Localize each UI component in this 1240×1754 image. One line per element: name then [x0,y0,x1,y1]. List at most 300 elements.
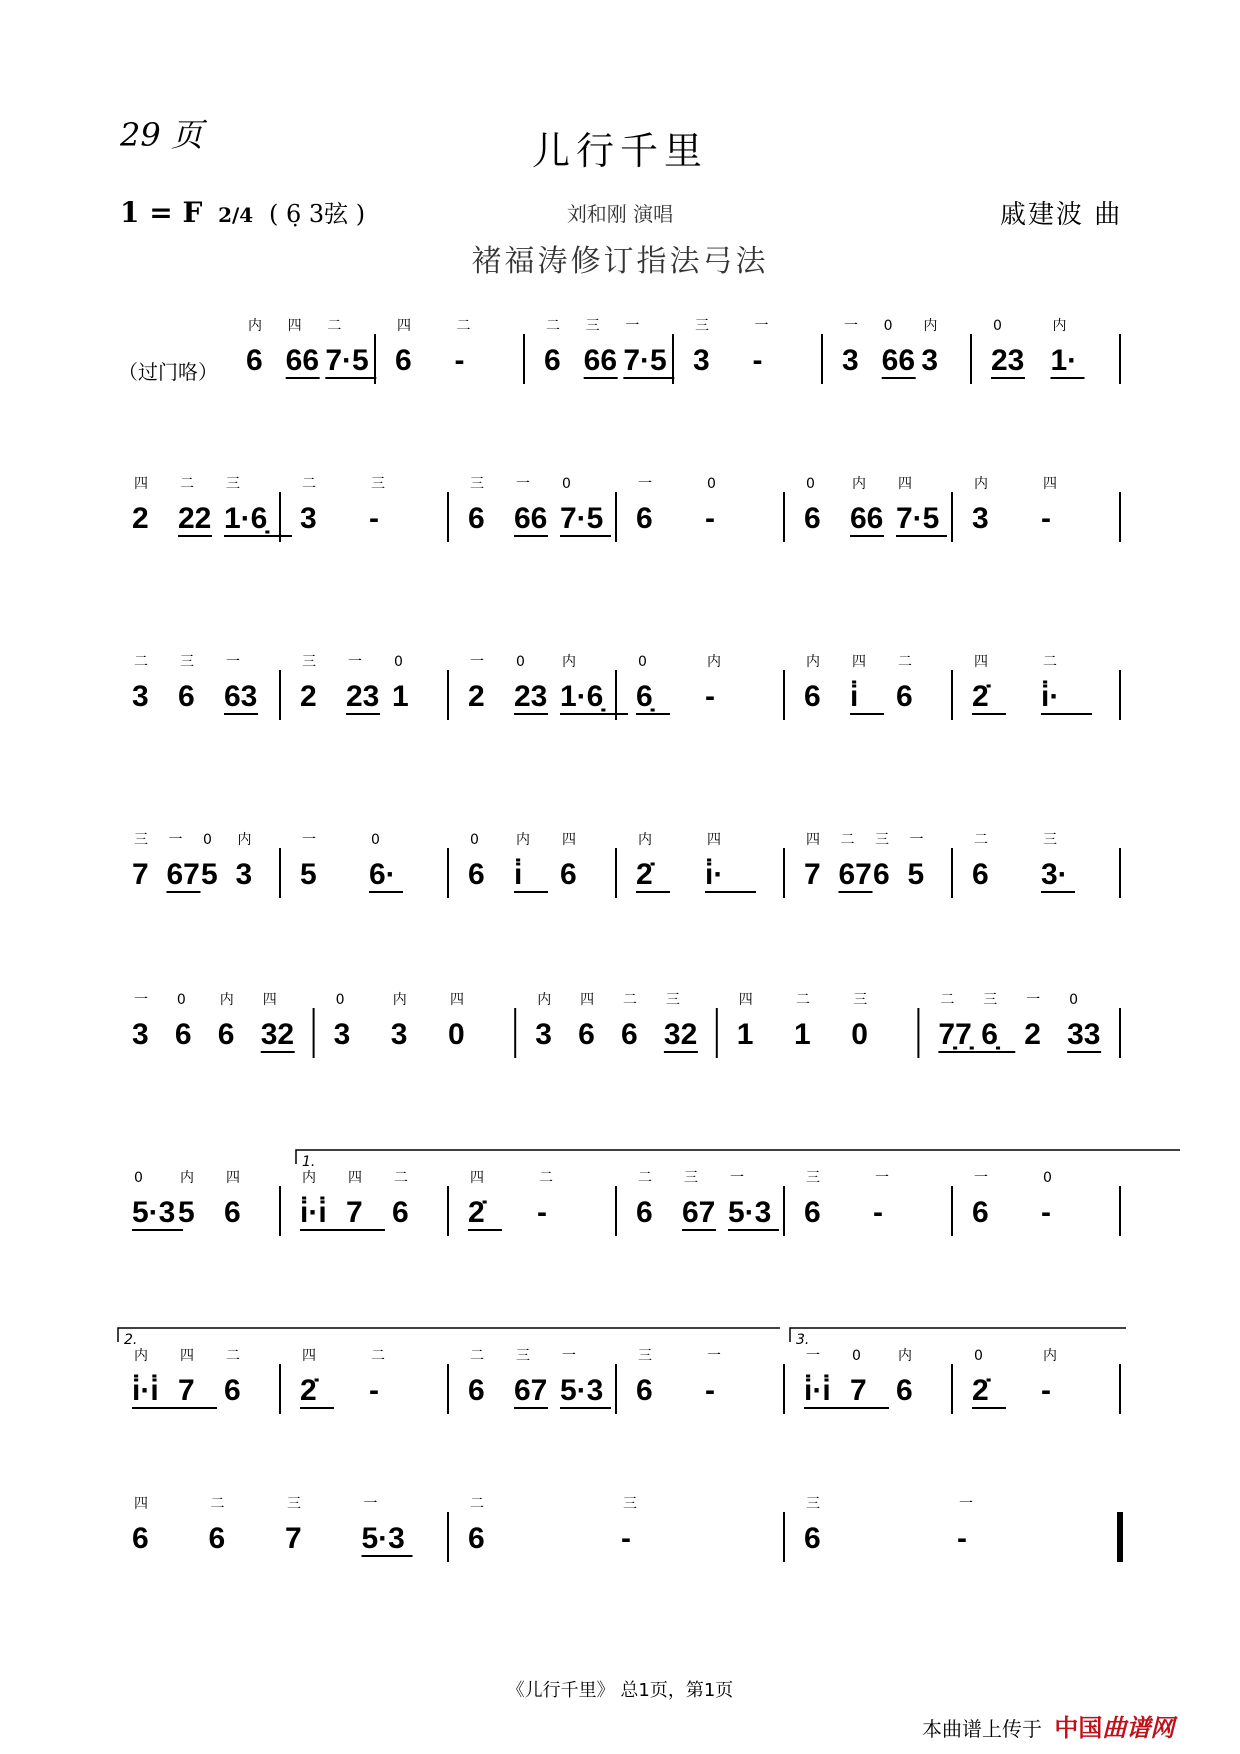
measure [737,992,919,1058]
fingering-mark: 一 [806,1348,820,1364]
fingering-mark: 二 [226,1348,240,1364]
note: 23 [346,680,380,713]
measure [804,1347,952,1414]
fingering-mark: 二 [840,832,855,848]
fingering-mark: 内 [974,476,988,492]
measure [300,1348,448,1414]
note: 3 [235,858,253,891]
fingering-mark: 一 [730,1170,744,1186]
note: 7 [804,858,821,891]
fingering-mark: 内 [219,992,234,1008]
measure [246,317,376,384]
score-line [132,653,1120,720]
fingering-mark: 内 [898,1348,912,1364]
note: 3 [842,344,859,377]
score-line [132,991,1120,1058]
measure [132,1496,448,1562]
fingering-mark: 四 [707,832,721,848]
fingering-mark: 0 [707,476,716,492]
note: 2 [300,680,317,713]
note: 6 [395,344,412,377]
fingering-mark: 四 [134,476,148,492]
note: 6 [621,1018,638,1051]
brand-name-red: 中国 [1054,1714,1103,1742]
note: 7 [178,1374,195,1407]
measure [636,653,784,720]
note: 7·5 [896,502,940,535]
note: 6 [246,344,263,377]
fingering-mark: 四 [806,832,820,848]
measure [132,654,280,720]
fingering-mark: 一 [168,832,183,848]
note: 0 [851,1018,868,1051]
fingering-mark: 三 [853,992,868,1008]
fingering-mark: 内 [1052,318,1067,334]
fingering-mark: 0 [638,654,647,670]
fingering-mark: 二 [940,992,955,1008]
fingering-mark: 四 [898,476,912,492]
note: 3 [300,502,317,535]
note: - [454,344,465,377]
measure [300,654,448,720]
measure [132,476,292,542]
fingering-mark: 四 [974,654,988,670]
fingering-mark: 一 [226,654,240,670]
measure [804,475,952,542]
measure [693,318,822,384]
note: 7·5 [623,344,667,377]
fingering-mark: 内 [923,318,938,334]
note: 5·3 [728,1196,772,1229]
note: - [705,502,715,535]
fingering-mark: 0 [806,476,815,492]
fingering-mark: 三 [585,318,600,334]
note: 3 [972,502,989,535]
fingering-mark: 一 [974,1170,988,1186]
note: 1· [1050,344,1078,377]
measure [132,1347,280,1414]
note: 66 [514,502,548,535]
note: 5 [300,858,317,891]
measure [468,1496,784,1562]
note: 6 [873,858,890,891]
note: 6 [132,1522,149,1555]
fingering-mark: 内 [237,832,252,848]
reviser: 褚福涛修订指法弓法 [471,244,769,279]
note: i̇ [850,680,859,713]
fingering-mark: 内 [638,832,652,848]
measure [972,475,1120,542]
note: 6 [636,1374,653,1407]
note: 6 [972,1196,989,1229]
fingering-mark: 二 [210,1496,225,1512]
note: 5 [907,858,925,891]
measure [804,653,952,720]
fingering-mark: 三 [134,832,148,848]
fingering-mark: 二 [546,318,560,334]
fingering-mark: 四 [134,1496,148,1512]
fingering-mark: 四 [180,1348,194,1364]
fingering-mark: 内 [852,476,866,492]
fingering-mark: 二 [539,1170,553,1186]
fingering-mark: 0 [562,476,571,492]
note: 6 [468,858,485,891]
fingering-mark: 四 [262,992,277,1008]
fingering-mark: 四 [287,318,302,334]
fingering-mark: 二 [371,1348,385,1364]
fingering-mark: 内 [302,1170,316,1186]
fingering-mark: 一 [754,318,769,334]
fingering-mark: 一 [844,318,858,334]
note: 6̣ [981,1018,998,1051]
note: 7 [132,858,149,891]
note: 6 [972,858,989,891]
composer: 戚建波 曲 [1000,200,1123,230]
ending-bracket [118,1328,780,1342]
fingering-mark: 四 [852,654,866,670]
fingering-mark: 0 [883,318,893,334]
note: 6 [804,1522,821,1555]
fingering-mark: 二 [974,832,988,848]
note: i̇·i̇ [804,1374,831,1407]
fingering-mark: 内 [134,1348,148,1364]
note: - [1041,1374,1051,1407]
note: 6̣ [636,680,653,713]
note: i̇· [1041,680,1060,713]
fingering-mark: 三 [875,832,889,848]
fingering-mark: 内 [537,992,552,1008]
note: 2̇ [636,858,653,891]
fingering-mark: 0 [371,832,380,848]
note: 6 [224,1374,241,1407]
fingering-mark: 0 [852,1348,861,1364]
note: 6 [392,1196,409,1229]
note: 1 [794,1018,811,1051]
fingering-mark: 三 [623,1496,637,1512]
note: 23 [991,344,1025,377]
note: 2̇ [972,1374,989,1407]
note: 5·3 [361,1522,405,1555]
note: 3 [921,344,939,377]
note: 1 [392,680,409,713]
fingering-mark: 三 [638,1348,652,1364]
page-number: 29 页 [120,116,203,154]
note: 6 [468,1374,485,1407]
measure [804,1496,1120,1562]
score-line [132,1347,1120,1414]
fingering-mark: 三 [302,654,316,670]
note: 67 [838,858,872,891]
fingering-mark: 二 [180,476,194,492]
measure [804,1170,952,1236]
note: 6 [468,1522,485,1555]
note: 66 [881,344,916,377]
fingering-mark: 一 [638,476,652,492]
note: 6 [174,1018,192,1051]
measure [468,653,628,720]
prelude-label: （过门咯） [118,360,218,384]
measure [938,992,1120,1058]
brand-name-italic: 曲谱网 [1102,1714,1175,1742]
note: - [1041,1196,1051,1229]
note: - [705,680,715,713]
note: i̇·i̇ [132,1374,159,1407]
fingering-mark: 四 [580,992,595,1008]
note: 3· [1041,858,1068,891]
note: 7·5 [325,344,369,377]
key-text: 1 = F [120,196,203,229]
fingering-mark: 三 [806,1170,820,1186]
note: - [705,1374,715,1407]
note: 67 [166,858,200,891]
note: 6 [636,1196,653,1229]
page-footer: 《儿行千里》 总1页，第1页 [506,1680,734,1701]
time-signature: 2/4 [218,203,254,227]
note: 7·5 [560,502,604,535]
note: 3 [535,1018,552,1051]
measure [132,831,280,898]
fingering-mark: 0 [974,1348,983,1364]
fingering-mark: 三 [371,476,385,492]
note: 6 [804,502,821,535]
note: 6 [896,1374,913,1407]
fingering-mark: 0 [335,992,345,1008]
fingering-mark: 四 [348,1170,362,1186]
fingering-mark: 0 [993,318,1002,334]
note: 7̣7̣ [938,1018,972,1051]
note: 1 [736,1018,754,1051]
measure [636,1170,784,1236]
fingering-mark: 二 [327,318,342,334]
note: - [752,344,763,377]
measure [972,1170,1120,1236]
note: 6 [468,502,485,535]
fingering-mark: 0 [176,992,186,1008]
note: 22 [178,502,212,535]
measure [334,991,516,1058]
credit-text: 本曲谱上传于 [922,1717,1042,1741]
score-line [132,1496,1120,1562]
note: 1·6̣ [560,680,604,713]
measure [468,1170,616,1236]
fingering-mark: 二 [638,1170,652,1186]
measure [842,317,971,384]
ending-label: 1. [302,1154,316,1170]
measure [972,832,1120,898]
note: 6 [804,680,821,713]
note: 6 [578,1018,595,1051]
fingering-mark: 四 [302,1348,316,1364]
note: 6 [178,680,195,713]
note: 6 [560,858,577,891]
fingering-mark: 四 [450,992,464,1008]
note: 33 [1067,1018,1101,1051]
note: 67 [682,1196,716,1229]
fingering-mark: 一 [625,318,640,334]
note: 2 [468,680,485,713]
measure [468,1348,616,1414]
measure [300,476,448,542]
measure [972,1347,1120,1414]
note: 3 [132,1018,149,1051]
note: 2 [1024,1018,1041,1051]
note: 0 [448,1018,465,1051]
ending-label: 3. [796,1332,810,1348]
measure [395,318,524,384]
fingering-mark: 四 [738,992,753,1008]
fingering-mark: 一 [134,992,148,1008]
fingering-mark: 二 [302,476,316,492]
note: - [369,502,379,535]
fingering-mark: 内 [806,654,820,670]
fingering-mark: 一 [348,654,362,670]
fingering-mark: 内 [1043,1348,1057,1364]
fingering-mark: 一 [909,832,924,848]
measure [636,831,784,898]
measure [300,1169,448,1236]
fingering-mark: 二 [470,1348,484,1364]
note: 3 [693,344,710,377]
fingering-mark: 0 [470,832,479,848]
fingering-mark: 四 [226,1170,240,1186]
note: 66 [583,344,618,377]
measure [132,1169,280,1236]
note: 6 [636,502,653,535]
measure [804,832,952,898]
fingering-mark: 内 [516,832,530,848]
fingering-mark: 0 [516,654,525,670]
measure [636,1348,784,1414]
score-line [132,475,1120,542]
fingering-mark: 二 [1043,654,1057,670]
note: 67 [514,1374,548,1407]
fingering-mark: 一 [562,1348,576,1364]
note: 66 [850,502,884,535]
measure [972,654,1120,720]
fingering-mark: 四 [470,1170,484,1186]
note: 7 [285,1522,302,1555]
fingering-mark: 内 [248,318,262,334]
fingering-mark: 一 [470,654,484,670]
fingering-mark: 三 [665,992,680,1008]
fingering-mark: 三 [516,1348,530,1364]
fingering-mark: 0 [203,832,212,848]
fingering-mark: 二 [394,1170,408,1186]
note: i̇· [705,858,724,891]
note: - [621,1522,631,1555]
tuning: ( 6̣ 3弦 ) [268,200,366,228]
note: 66 [285,344,320,377]
measure [636,476,784,542]
measure [300,832,448,898]
fingering-mark: 二 [134,654,148,670]
performer: 刘和刚 演唱 [566,202,674,226]
note: 2̇ [972,680,989,713]
note: - [537,1196,547,1229]
note: 6 [224,1196,241,1229]
fingering-mark: 一 [707,1348,721,1364]
fingering-mark: 二 [456,318,471,334]
note: 63 [224,680,258,713]
fingering-mark: 内 [707,654,721,670]
note: 6 [804,1196,821,1229]
ending-label: 2. [124,1332,138,1348]
note: 32 [260,1018,295,1051]
fingering-mark: 一 [1026,992,1041,1008]
upload-credit[interactable] [922,1708,1174,1743]
note: 2̇ [300,1374,317,1407]
note: - [1041,502,1051,535]
fingering-mark: 一 [516,476,530,492]
fingering-mark: 四 [397,318,411,334]
note: 6 [896,680,913,713]
fingering-mark: 四 [562,832,576,848]
fingering-mark: 内 [392,992,407,1008]
note: 6 [217,1018,235,1051]
fingering-mark: 四 [1043,476,1057,492]
fingering-mark: 一 [302,832,316,848]
fingering-mark: 内 [180,1170,194,1186]
fingering-mark: 三 [470,476,484,492]
fingering-mark: 三 [180,654,194,670]
measure [132,991,314,1058]
note: 7 [346,1196,363,1229]
fingering-mark: 0 [1043,1170,1052,1186]
note: 6· [369,858,396,891]
fingering-mark: 三 [806,1496,820,1512]
song-title: 儿行千里 [531,129,708,173]
measure [468,476,616,542]
fingering-mark: 一 [363,1496,378,1512]
measure [544,318,674,384]
note: 5 [178,1196,195,1229]
note: 2 [132,502,149,535]
score-line [132,831,1120,898]
ending-bracket [790,1328,1126,1342]
fingering-mark: 0 [134,1170,143,1186]
note: 2̇ [468,1196,485,1229]
fingering-mark: 0 [1069,992,1079,1008]
note: - [873,1196,883,1229]
note: - [369,1374,379,1407]
note: 5 [201,858,218,891]
note: 6 [208,1522,226,1555]
fingering-mark: 内 [562,654,576,670]
ending-bracket [296,1150,1180,1164]
fingering-mark: 二 [470,1496,484,1512]
fingering-mark: 二 [796,992,810,1008]
note: 5·3 [560,1374,604,1407]
score-line [132,1169,1120,1236]
measure [468,831,616,898]
fingering-mark: 三 [1043,832,1057,848]
note: 7 [850,1374,867,1407]
note: 3 [132,680,149,713]
note: 3 [333,1018,351,1051]
note: 32 [663,1018,698,1051]
fingering-mark: 三 [287,1496,301,1512]
note: 23 [514,680,548,713]
note: - [957,1522,967,1555]
measure [991,317,1120,384]
note: 1·6̣ [224,502,268,535]
note: 5·3 [132,1196,176,1229]
note: i̇ [514,858,523,891]
fingering-mark: 三 [983,992,998,1008]
fingering-mark: 一 [959,1496,973,1512]
fingering-mark: 三 [226,476,240,492]
fingering-mark: 二 [623,992,637,1008]
